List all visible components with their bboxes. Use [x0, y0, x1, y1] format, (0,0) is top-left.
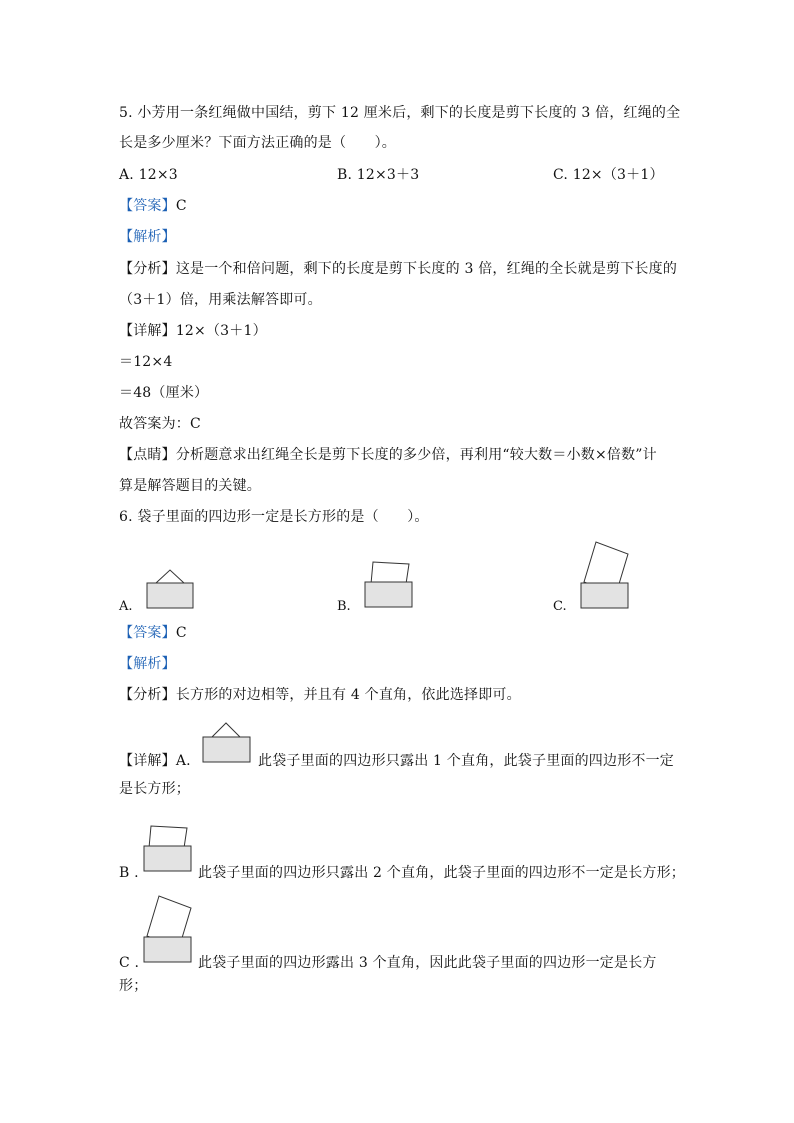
q5-option-a: A. 12×3	[119, 167, 178, 183]
q5-detail-line3: ＝48（厘米）	[119, 385, 209, 401]
q6-detail-a-line2: 是长方形；	[119, 781, 190, 797]
bag-c	[581, 583, 628, 608]
q5-detail-line2: ＝12×4	[119, 354, 173, 370]
q6-option-c-label: C.	[553, 599, 567, 614]
q5-fenxi-tag: 【分析】	[119, 261, 176, 277]
q5-fenxi-text1: 这是一个和倍问题，剩下的长度是剪下长度的 3 倍，红绳的全长就是剪下长度的	[175, 261, 678, 277]
bag-figure-a	[144, 566, 196, 612]
q6-detail-b-label: B .	[119, 865, 139, 881]
detail-shape-b	[149, 826, 187, 848]
q5-dianjing-line2: 算是解答题目的关键。	[119, 478, 261, 494]
shape-a-top-corner	[156, 570, 184, 583]
q5-fenxi-line1	[119, 260, 677, 278]
q6-detail-a-label: A.	[175, 753, 191, 769]
q5-option-b: B. 12×3＋3	[337, 167, 420, 183]
bag-a	[147, 583, 193, 608]
q6-option-a-label: A.	[119, 599, 133, 614]
q5-dianjing-tag: 【点睛】	[119, 447, 176, 463]
q6-fenxi	[119, 686, 521, 704]
q6-fenxi-text: 长方形的对边相等，并且有 4 个直角，依此选择即可。	[175, 687, 521, 703]
q6-analysis-tag: 【解析】	[119, 656, 176, 672]
q5-option-c: C. 12×（3＋1）	[553, 167, 664, 183]
q6-detail-tag: 【详解】	[119, 753, 176, 769]
detail-figure-c	[141, 892, 195, 966]
detail-bag-c	[144, 937, 191, 962]
q5-answer	[119, 197, 187, 215]
detail-figure-a	[200, 720, 254, 766]
q5-analysis-tag: 【解析】	[119, 229, 176, 245]
q5-dianjing-line1	[119, 446, 657, 464]
detail-shape-a	[212, 723, 240, 737]
q5-detail-tag: 【详解】	[119, 323, 176, 339]
q5-detail-text1: 12×（3＋1）	[175, 323, 267, 339]
q6-detail-c-line2: 形；	[119, 978, 148, 994]
q5-stem-line2: 长是多少厘米？下面方法正确的是（ ）。	[119, 135, 396, 151]
q6-answer-tag: 【答案】	[119, 625, 176, 641]
q6-detail-c-text: 此袋子里面的四边形露出 3 个直角，因此此袋子里面的四边形一定是长方	[198, 955, 657, 971]
detail-bag-a	[203, 737, 250, 762]
bag-figure-b	[362, 558, 414, 610]
q5-stem-line1: 5. 小芳用一条红绳做中国结，剪下 12 厘米后，剩下的长度是剪下长度的 3 倍，红绳的全	[119, 105, 681, 121]
q6-detail-b-text: 此袋子里面的四边形只露出 2 个直角，此袋子里面的四边形不一定是长方形；	[198, 865, 686, 881]
q5-detail-line1	[119, 322, 267, 340]
bag-figure-c	[578, 538, 632, 612]
q5-detail-line4: 故答案为：C	[119, 416, 201, 432]
q6-fenxi-tag: 【分析】	[119, 687, 176, 703]
q6-option-b-label: B.	[337, 599, 351, 614]
detail-bag-b	[144, 846, 191, 871]
q6-detail-a-lead	[119, 752, 191, 770]
q5-dianjing-text1: 分析题意求出红绳全长是剪下长度的多少倍，再利用“较大数＝小数×倍数”计	[175, 447, 657, 463]
detail-figure-b	[141, 822, 195, 874]
q6-answer-value: C	[175, 625, 187, 641]
q6-detail-c-label: C .	[119, 955, 140, 971]
q5-answer-tag: 【答案】	[119, 198, 176, 214]
q6-detail-a-text: 此袋子里面的四边形只露出 1 个直角，此袋子里面的四边形不一定	[258, 753, 675, 769]
q5-fenxi-line2: （3＋1）倍，用乘法解答即可。	[119, 292, 322, 308]
q6-answer	[119, 624, 187, 642]
q6-stem: 6. 袋子里面的四边形一定是长方形的是（ ）。	[119, 509, 429, 525]
bag-b	[365, 582, 412, 607]
shape-b-top	[371, 562, 409, 584]
q5-answer-value: C	[175, 198, 187, 214]
